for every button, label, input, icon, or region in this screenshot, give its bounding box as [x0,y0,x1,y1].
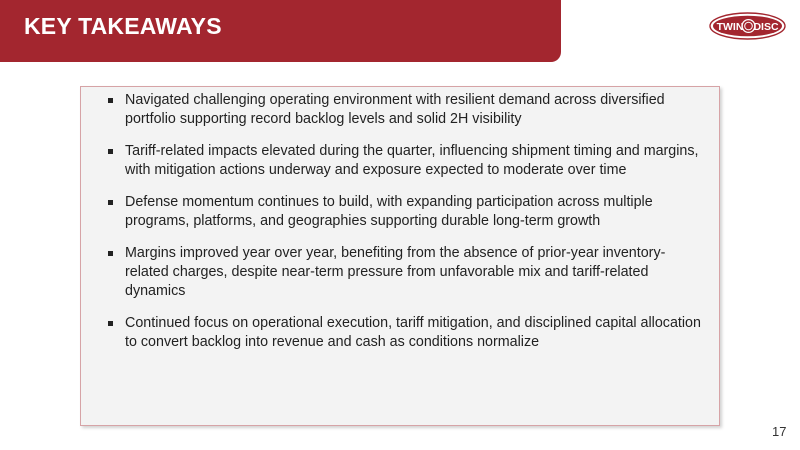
takeaway-text: Tariff-related impacts elevated during the quarter, influencing shipment timing and margins, with mitigation actions underway and exposure expected to moderate over time [125,143,699,178]
takeaway-text: Continued focus on operational execution, tariff mitigation, and disciplined capital allocation to convert backlog into revenue and cash as conditions normalize [125,315,701,350]
square-bullet-icon [108,98,113,103]
takeaway-text: Margins improved year over year, benefiting from the absence of prior-year inventory-related charges, despite near-term pressure from unfavorable mix and tariff-related dynamics [125,245,666,299]
square-bullet-icon [108,251,113,256]
takeaway-text: Defense momentum continues to build, with expanding participation across multiple programs, platforms, and geographies supporting durable long-term growth [125,194,653,229]
square-bullet-icon [108,321,113,326]
square-bullet-icon [108,149,113,154]
takeaway-text: Navigated challenging operating environment with resilient demand across diversified portfolio supporting record backlog levels and solid 2H visibility [125,92,665,127]
square-bullet-icon [108,200,113,205]
page-title: KEY TAKEAWAYS [24,13,222,39]
page-number: 17 [772,424,787,439]
logo-text-right: DISC [753,21,779,33]
twin-disc-logo-icon [709,12,786,40]
logo-text-left: TWIN [716,21,744,33]
takeaways-list [81,87,719,352]
header-bar [0,0,561,62]
takeaway-item [125,142,705,180]
takeaway-item [125,193,705,231]
takeaways-box [80,86,720,426]
takeaway-item [125,91,705,129]
takeaway-item [125,244,705,301]
takeaway-item [125,314,705,352]
